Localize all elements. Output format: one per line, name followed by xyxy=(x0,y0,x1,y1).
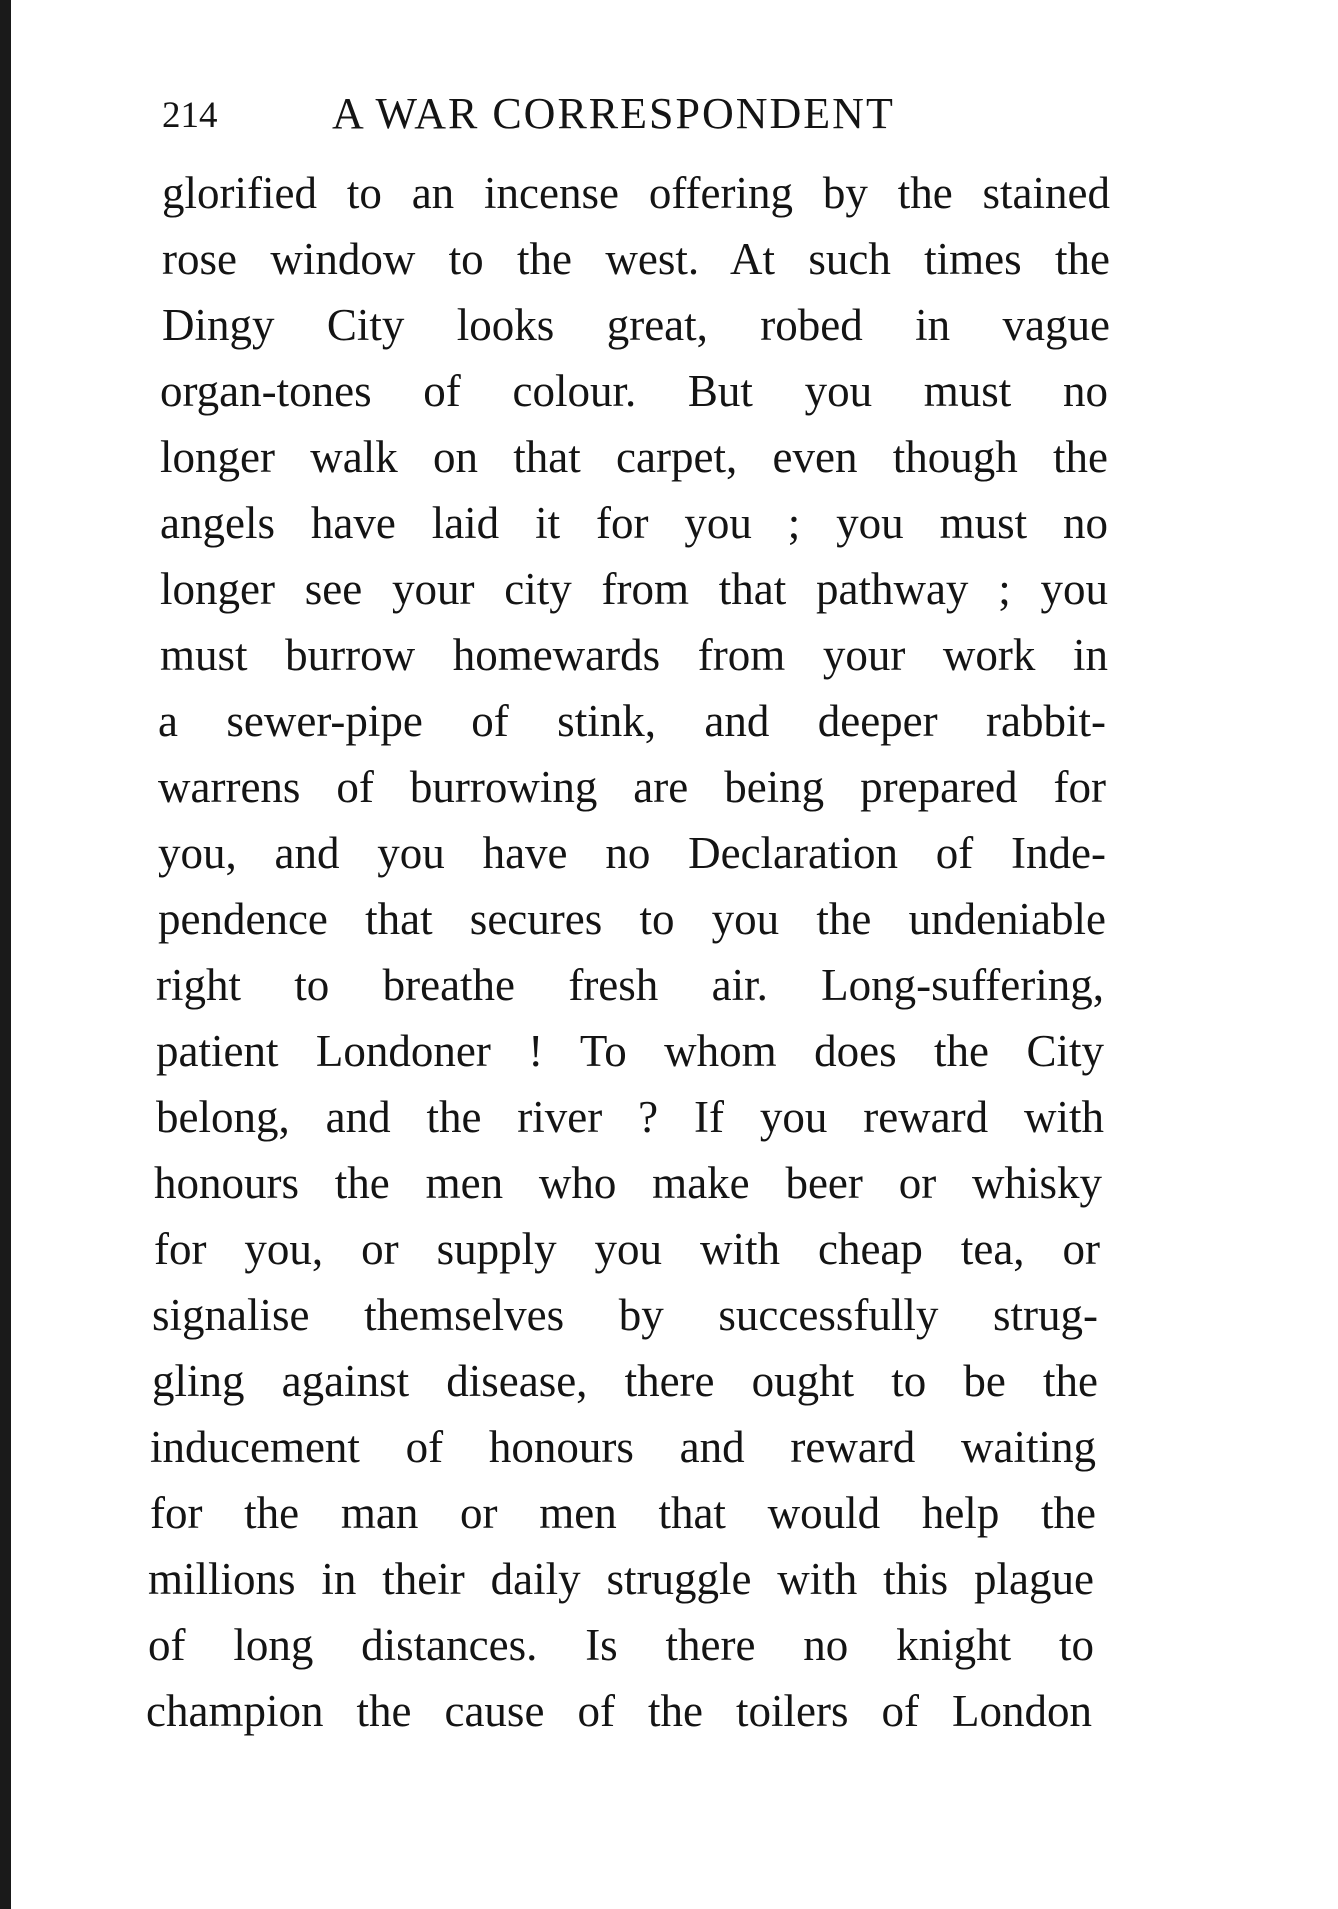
text-line: patient Londoner ! To whom does the City xyxy=(156,1026,1104,1076)
page-binding-edge xyxy=(0,0,11,1909)
text-line: must burrow homewards from your work in xyxy=(160,630,1108,680)
text-line: for the man or men that would help the xyxy=(150,1488,1096,1538)
text-line: organ-tones of colour. But you must no xyxy=(160,366,1108,416)
text-line: gling against disease, there ought to be the xyxy=(152,1356,1098,1406)
text-line: longer see your city from that pathway ; you xyxy=(160,564,1108,614)
text-line: honours the men who make beer or whisky xyxy=(154,1158,1102,1208)
text-line: rose window to the west. At such times the xyxy=(162,234,1110,284)
text-line: glorified to an incense offering by the stained xyxy=(162,168,1110,218)
text-line: right to breathe fresh air. Long-suffering, xyxy=(156,960,1104,1010)
text-line: longer walk on that carpet, even though the xyxy=(160,432,1108,482)
page-number: 214 xyxy=(162,95,218,136)
text-line: champion the cause of the toilers of London xyxy=(146,1686,1092,1736)
text-line: warrens of burrowing are being prepared for xyxy=(158,762,1106,812)
running-title: A WAR CORRESPONDENT xyxy=(332,89,895,138)
text-line: you, and you have no Declaration of Inde- xyxy=(158,828,1106,878)
text-line: of long distances. Is there no knight to xyxy=(148,1620,1094,1670)
text-line: pendence that secures to you the undeniable xyxy=(158,894,1106,944)
text-line: for you, or supply you with cheap tea, or xyxy=(154,1224,1100,1274)
text-line: millions in their daily struggle with this plague xyxy=(148,1554,1094,1604)
text-line: Dingy City looks great, robed in vague xyxy=(162,300,1110,350)
text-line: a sewer-pipe of stink, and deeper rabbit- xyxy=(158,696,1106,746)
running-head xyxy=(162,88,1162,140)
text-line: inducement of honours and reward waiting xyxy=(150,1422,1096,1472)
text-line: belong, and the river ? If you reward with xyxy=(156,1092,1104,1142)
text-line: angels have laid it for you ; you must no xyxy=(160,498,1108,548)
text-line: signalise themselves by successfully strug- xyxy=(152,1290,1098,1340)
